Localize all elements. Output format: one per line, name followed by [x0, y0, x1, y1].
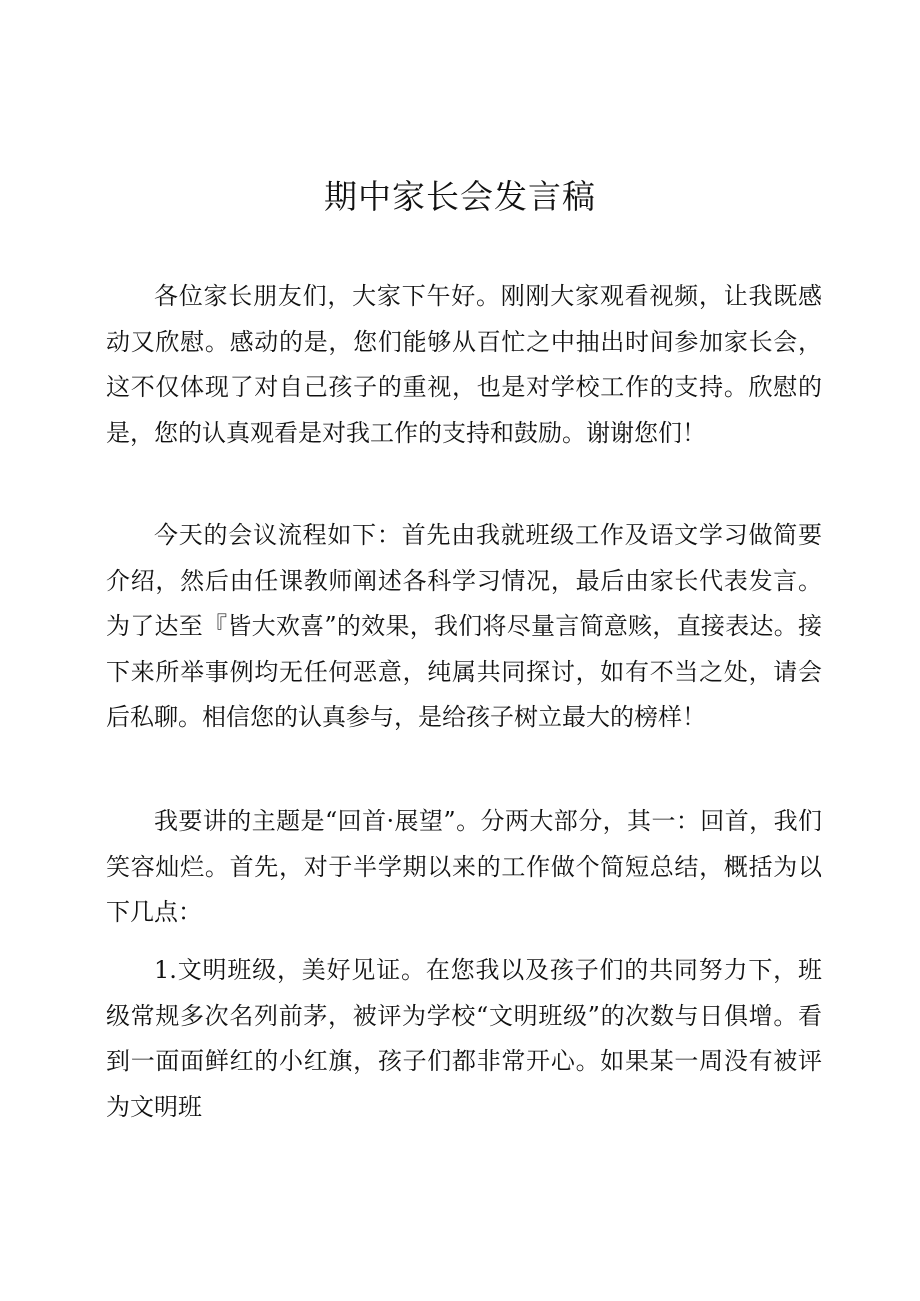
document-title: 期中家长会发言稿 [324, 177, 596, 216]
paragraph-agenda: 今天的会议流程如下：首先由我就班级工作及语文学习做简要介绍，然后由任课教师阐述各科学习情况，最后由家长代表发言。为了达至『皆大欢喜”的效果，我们将尽量言简意赅，直接表达。接下来所举事例均无任何恶意，纯属共同探讨，如有不当之处，请会后私聊。相信您的认真参与，是给孩子树立最大的榜样！ [106, 521, 822, 731]
paragraph-theme: 我要讲的主题是“回首·展望”。分两大部分，其一：回首，我们笑容灿烂。首先，对于半学期以来的工作做个简短总结，概括为以下几点： [106, 807, 822, 926]
paragraph-greeting: 各位家长朋友们，大家下午好。刚刚大家观看视频，让我既感动又欣慰。感动的是，您们能够从百忙之中抽出时间参加家长会，这不仅体现了对自己孩子的重视，也是对学校工作的支持。欣慰的是，您的认真观看是对我工作的支持和鼓励。谢谢您们！ [106, 282, 822, 447]
paragraph-point-one: 1.文明班级，美好见证。在您我以及孩子们的共同努力下，班级常规多次名列前茅，被评为学校“文明班级”的次数与日俱增。看到一面面鲜红的小红旗，孩子们都非常开心。如果某一周没有被评为文明班 [106, 956, 822, 1121]
